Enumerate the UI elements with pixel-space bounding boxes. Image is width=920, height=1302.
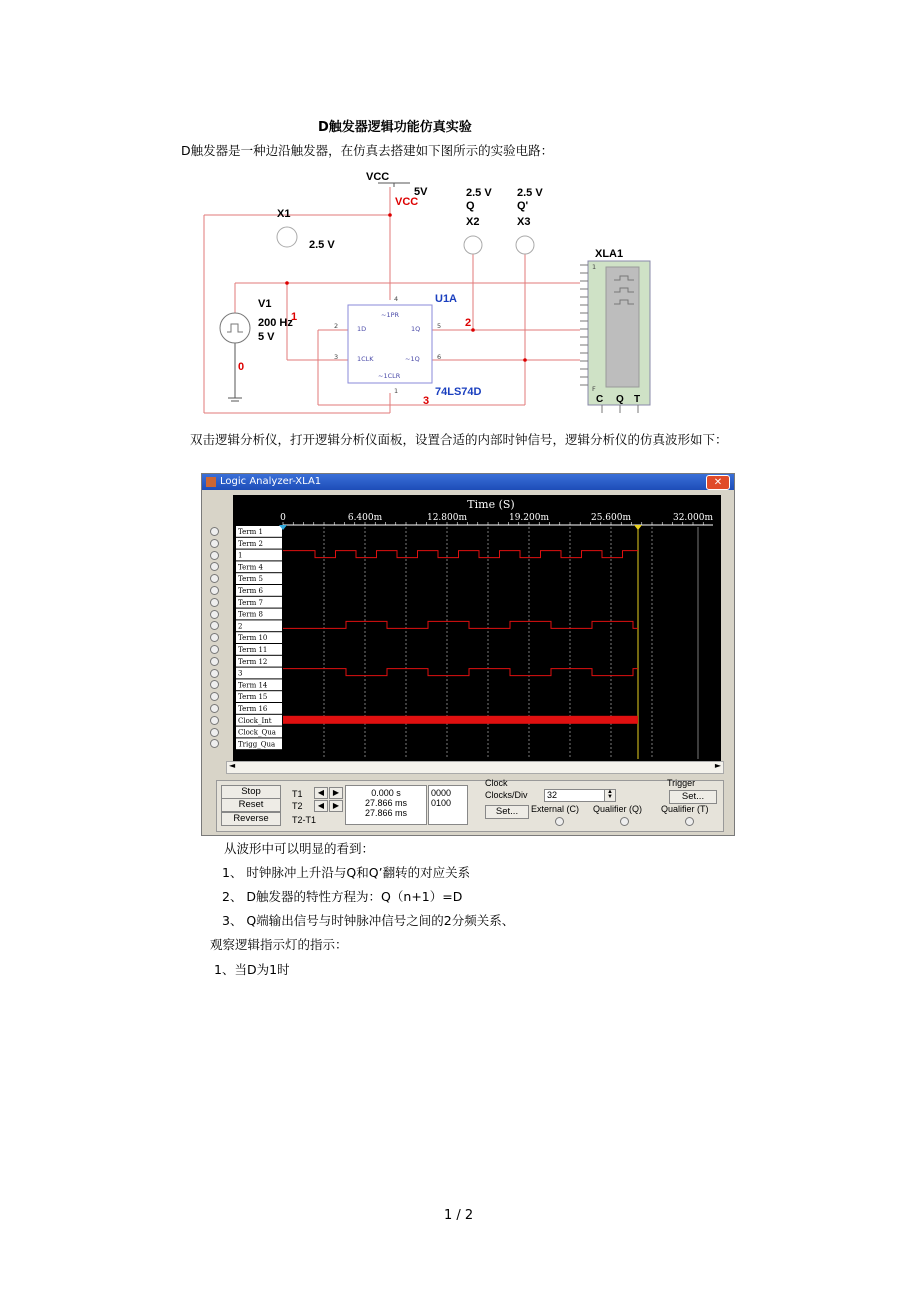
pin-d-label: 1D [357, 325, 367, 333]
pin-4-number: 4 [394, 295, 399, 303]
channel-radio[interactable] [210, 669, 219, 678]
waveform-trace [283, 669, 638, 676]
t2-hex-value: 0100 [431, 798, 452, 808]
vcc-voltage: 5V [414, 186, 428, 198]
time-tick-label: 0 [280, 513, 286, 523]
analyzer-last-pin: F [592, 385, 596, 393]
trigger-qualifier-label: Qualifier (T) [661, 804, 709, 814]
probe-x3-signal: Q' [517, 200, 529, 212]
reset-button[interactable]: Reset [221, 798, 281, 812]
probe-x2-voltage: 2.5 V [466, 187, 492, 199]
t2-right-arrow-icon[interactable]: ▶ [329, 800, 343, 812]
node-2-label: 2 [465, 317, 472, 329]
t2-t1-label: T2-T1 [292, 815, 317, 825]
channel-label: Term 12 [238, 657, 268, 666]
channel-radio[interactable] [210, 657, 219, 666]
time-tick-label: 32.000m [672, 513, 714, 523]
clock-group-label: Clock [485, 778, 508, 788]
clock-int-trace [283, 716, 638, 724]
channel-label: 3 [238, 669, 243, 678]
channel-radio[interactable] [210, 680, 219, 689]
external-label: External (C) [531, 804, 580, 814]
probe-x3-label: X3 [517, 216, 531, 228]
t2-label: T2 [292, 801, 303, 811]
source-v1-label: V1 [258, 298, 272, 310]
close-button[interactable]: ✕ [706, 475, 730, 490]
control-panel [216, 780, 724, 832]
pin-nq-label: ~1Q [405, 355, 420, 363]
logic-analyzer-window [201, 473, 735, 836]
channel-label: 2 [238, 622, 243, 631]
channel-radio[interactable] [210, 586, 219, 595]
vcc-label: VCC [366, 171, 390, 183]
t1-left-arrow-icon[interactable]: ◀ [314, 787, 328, 799]
channel-radio[interactable] [210, 621, 219, 630]
channel-radio[interactable] [210, 574, 219, 583]
pin-3-number: 3 [334, 353, 339, 361]
scroll-right-icon[interactable]: ► [714, 761, 721, 770]
channel-label: Term 6 [238, 587, 263, 595]
time-tick-label: 19.200m [508, 513, 550, 523]
window-title: Logic Analyzer-XLA1 [220, 476, 322, 487]
cursor-t2-marker[interactable] [634, 525, 642, 530]
source-v1-voltage: 5 V [258, 331, 275, 343]
clocks-div-stepper[interactable]: ▲ ▼ [604, 789, 616, 802]
analyzer-pin-t: T [634, 394, 641, 405]
probe-x1-label: X1 [277, 208, 291, 220]
channel-label: Term 7 [238, 598, 263, 607]
qualifier-label: Qualifier (Q) [593, 804, 643, 814]
observation-intro: 从波形中可以明显的看到： [224, 841, 375, 856]
channel-label: Term 10 [238, 634, 268, 643]
waveform-trace [283, 621, 638, 628]
reverse-button[interactable]: Reverse [221, 812, 281, 826]
cursor-hex-box [428, 785, 468, 825]
clock-set-button[interactable]: Set... [485, 805, 529, 819]
channel-label: Term 15 [238, 693, 268, 702]
pin-6-number: 6 [437, 353, 442, 361]
channel-label: Term 4 [238, 563, 263, 572]
channel-radio[interactable] [210, 539, 219, 548]
t1-label: T1 [292, 789, 303, 799]
chip-ref-label: U1A [435, 293, 458, 305]
channel-label: Term 5 [238, 575, 263, 584]
cursor-time-box [345, 785, 427, 825]
channel-radio[interactable] [210, 728, 219, 737]
t2-left-arrow-icon[interactable]: ◀ [314, 800, 328, 812]
time-tick-label: 12.800m [426, 513, 468, 523]
pin-clr-label: ~1CLR [378, 372, 401, 380]
app-icon [206, 477, 216, 487]
time-axis-title: Time (S) [467, 498, 515, 511]
channel-radio[interactable] [210, 716, 219, 725]
channel-radio[interactable] [210, 633, 219, 642]
stop-button[interactable]: Stop [221, 785, 281, 799]
channel-label: Term 16 [238, 705, 268, 713]
chip-part-label: 74LS74D [435, 386, 482, 398]
horizontal-scrollbar[interactable] [226, 761, 724, 774]
trigger-group-label: Trigger [667, 778, 696, 788]
waveform-display[interactable] [233, 495, 721, 763]
probe-x3-voltage: 2.5 V [517, 187, 543, 199]
t1-hex-value: 0000 [431, 788, 452, 798]
time-tick-label: 6.400m [347, 513, 383, 523]
indicator-paragraph: 观察逻辑指示灯的指示： [210, 937, 348, 952]
channel-radio[interactable] [210, 739, 219, 748]
node-3-label: 3 [423, 395, 430, 407]
probe-x2-signal: Q [466, 200, 475, 212]
pin-pr-label: ~1PR [381, 311, 400, 319]
t1-time-value: 0.000 s [371, 788, 401, 798]
source-v1-frequency: 200 Hz [258, 317, 293, 329]
channel-label: Clock_Qua [238, 728, 276, 737]
pin-clk-label: 1CLK [357, 355, 374, 363]
t1-right-arrow-icon[interactable]: ▶ [329, 787, 343, 799]
window-titlebar [202, 474, 734, 490]
channel-radio[interactable] [210, 562, 219, 571]
channel-label: Term 8 [238, 610, 263, 619]
channel-label: 1 [238, 551, 243, 560]
channel-radio[interactable] [210, 610, 219, 619]
time-tick-label: 25.600m [590, 513, 632, 523]
channel-label-box [236, 668, 282, 679]
doc-title: D触发器逻辑功能仿真实验 [318, 120, 472, 135]
clocks-div-label: Clocks/Div [485, 790, 528, 800]
channel-radio[interactable] [210, 692, 219, 701]
pin-5-number: 5 [437, 322, 442, 330]
analyzer-pin-q: Q [616, 394, 624, 405]
channel-radio[interactable] [210, 645, 219, 654]
page-number: 1 / 2 [444, 1208, 474, 1223]
probe-x2-label: X2 [466, 216, 480, 228]
analyzer-pin-c: C [596, 394, 604, 405]
t2-time-value: 27.866 ms [364, 798, 408, 808]
trigger-qualifier-radio[interactable] [685, 817, 694, 826]
analyzer-ref-label: XLA1 [595, 248, 624, 260]
vcc-red-label: VCC [395, 196, 419, 208]
pin-1-number: 1 [394, 387, 399, 395]
observation-item-1: 1、 时钟脉冲上升沿与Q和Q’翻转的对应关系 [222, 865, 471, 880]
channel-label: Term 2 [238, 539, 263, 548]
waveform-trace [283, 551, 638, 558]
channel-label: Clock_Int [238, 716, 272, 725]
pin-2-number: 2 [334, 322, 339, 330]
channel-radio[interactable] [210, 551, 219, 560]
channel-radio[interactable] [210, 704, 219, 713]
clocks-div-field[interactable]: 32 [544, 789, 606, 802]
circuit-diagram [200, 165, 670, 420]
intro-paragraph: D触发器是一种边沿触发器，在仿真去搭建如下图所示的实验电路： [181, 143, 554, 158]
channel-radio[interactable] [210, 598, 219, 607]
node-0-label: 0 [238, 361, 245, 373]
analyzer-paragraph: 双击逻辑分析仪，打开逻辑分析仪面板，设置合适的内部时钟信号，逻辑分析仪的仿真波形如下： [190, 432, 728, 447]
channel-label: Trigg_Qua [238, 740, 276, 749]
qualifier-radio[interactable] [620, 817, 629, 826]
channel-label: Term 1 [238, 528, 263, 536]
channel-radio[interactable] [210, 527, 219, 536]
probe-x1-voltage: 2.5 V [309, 239, 335, 251]
node-1-label: 1 [291, 311, 298, 323]
scroll-left-icon[interactable]: ◄ [229, 761, 236, 770]
channel-label: Term 14 [238, 681, 268, 690]
pin-q-label: 1Q [411, 325, 421, 333]
trigger-set-button[interactable]: Set... [669, 790, 717, 804]
channel-label-box [236, 620, 282, 631]
external-radio[interactable] [555, 817, 564, 826]
observation-item-2: 2、 D触发器的特性方程为：Q（n+1）=D [222, 889, 463, 904]
condition-paragraph: 1、当D为1时 [214, 962, 290, 977]
t2-t1-time-value: 27.866 ms [364, 808, 408, 818]
channel-label: Term 11 [238, 646, 268, 654]
analyzer-first-pin: 1 [592, 263, 597, 271]
observation-item-3: 3、 Q端输出信号与时钟脉冲信号之间的2分频关系、 [222, 913, 515, 928]
channel-label-box [236, 550, 282, 561]
